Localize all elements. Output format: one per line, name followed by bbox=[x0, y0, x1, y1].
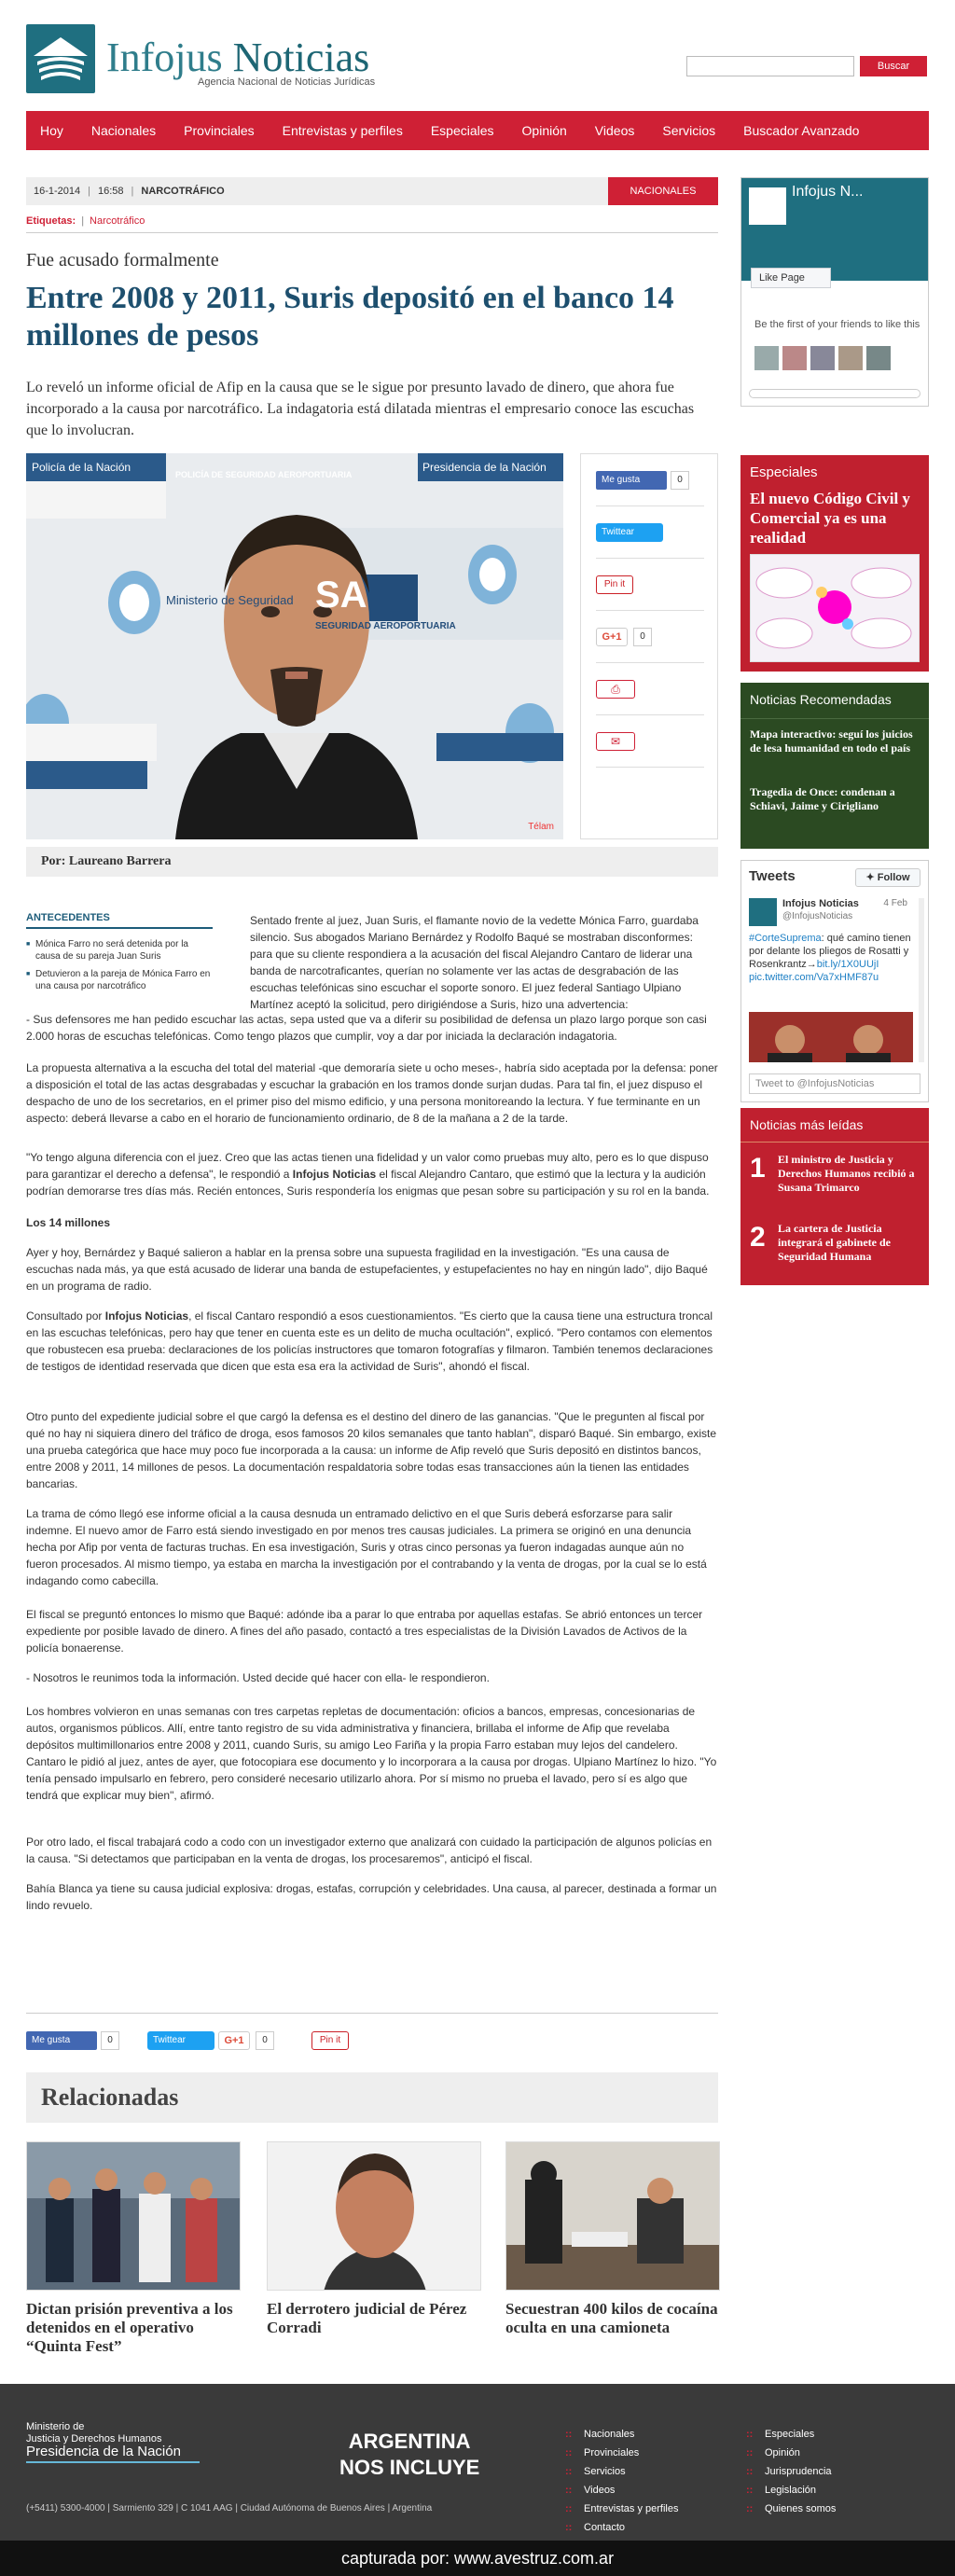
footer-link[interactable]: :: Nacionales bbox=[565, 2425, 678, 2444]
friend-avatar bbox=[866, 346, 891, 370]
article-author: Por: Laureano Barrera bbox=[26, 847, 718, 877]
friend-avatar bbox=[810, 346, 835, 370]
footer-link[interactable]: :: Especiales bbox=[746, 2425, 836, 2444]
facebook-like-label: Me gusta bbox=[602, 475, 641, 485]
nav-item-especiales[interactable]: Especiales bbox=[430, 123, 494, 138]
share-column bbox=[580, 453, 718, 839]
recommended-label: Noticias Recomendadas bbox=[750, 692, 892, 707]
facebook-like-label: Me gusta bbox=[32, 2035, 71, 2045]
pinterest-button[interactable]: Pin it bbox=[596, 575, 633, 594]
search-button[interactable]: Buscar bbox=[860, 56, 927, 76]
article-paragraph: Por otro lado, el fiscal trabajará codo a codo con un investigador externo que analizará con cuidado la participación de algunos policías en la causa. "Si detectamos que participaban en la venta de drogas, los procesaremos", anticipó el fiscal. bbox=[26, 1835, 713, 1865]
facebook-like-count: 0 bbox=[101, 2031, 119, 2050]
divider bbox=[26, 232, 718, 233]
footer-link[interactable]: :: Contacto bbox=[565, 2518, 678, 2537]
article-headline: Entre 2008 y 2011, Suris depositó en el banco 14 millones de pesos bbox=[26, 281, 674, 353]
footer-slogan: ARGENTINA NOS INCLUYE bbox=[339, 2430, 480, 2479]
related-image[interactable] bbox=[26, 2141, 241, 2291]
facebook-page-cover[interactable] bbox=[741, 178, 928, 281]
meta-separator: | bbox=[131, 186, 134, 197]
nav-item-entrevistas[interactable]: Entrevistas y perfiles bbox=[282, 123, 403, 138]
twitter-widget bbox=[740, 860, 929, 1102]
capture-watermark: capturada por: www.avestruz.com.ar bbox=[0, 2541, 955, 2576]
footer-link[interactable]: :: Legislación bbox=[746, 2481, 836, 2500]
tweets-scrollbar[interactable] bbox=[919, 898, 924, 1062]
tweet-avatar[interactable] bbox=[749, 898, 777, 926]
google-plus-button[interactable]: G+1 bbox=[218, 2031, 250, 2050]
related-image[interactable] bbox=[267, 2141, 481, 2291]
article-lead: Lo reveló un informe oficial de Afip en la causa que se le sigue por presunto lavado de dinero, que ahora fue incorporado a la causa por narcotráfico. La indagatoria está dilatada mientras el empresario conoce las escuchas que lo involucran. bbox=[26, 380, 695, 438]
related-section-title: Relacionadas bbox=[26, 2072, 718, 2123]
article-paragraph: - Sus defensores me han pedido escuchar las actas, sepa usted que va a diferir su posibilidad de defensa un plazo largo porque son casi 2.000 horas de escuchas telefónicas. Como tengo plazos que cumplir, voy a dar por iniciada la declaración indagatoria. bbox=[26, 1013, 707, 1043]
nav-item-servicios[interactable]: Servicios bbox=[662, 123, 716, 138]
footer-link[interactable]: :: Jurisprudencia bbox=[746, 2462, 836, 2481]
background-link[interactable]: ■ Detuvieron a la pareja de Mónica Farro en una causa por narcotráfico bbox=[26, 968, 213, 992]
footer-links-col-1 bbox=[565, 2425, 678, 2537]
tweet-hashtag-link[interactable]: #CorteSuprema bbox=[749, 933, 822, 944]
main-nav bbox=[26, 111, 929, 150]
article-paragraph: La propuesta alternativa a la escucha del total del material -que demoraría siete u ocho meses-, habría sido aceptada por la defensa: poner a disposición el total de las actas desgrabadas y escuchar la grabación en los tramos donde surjan dudas. Para tal fin, el juez dispuso el despacho de uno de los secretarios, en el primer piso del mismo edificio, y una persona monitoreando la lectura. Y fue terminante en un aspecto: deberá llevarse a cabo en el horario de funcionamiento ordinario, de 8 de la mañana a 2 de la tarde. bbox=[26, 1061, 718, 1125]
twitter-follow-button[interactable]: ✦ Follow bbox=[855, 868, 920, 887]
site-header bbox=[26, 21, 929, 93]
most-read-link[interactable]: La cartera de Justicia integrará el gabinete de Seguridad Humana bbox=[778, 1222, 891, 1263]
facebook-like-count: 0 bbox=[671, 471, 689, 490]
tweet-pic-link[interactable]: pic.twitter.com/Va7xHMF87u bbox=[749, 972, 879, 983]
facebook-like-button[interactable] bbox=[26, 2031, 97, 2050]
article-kicker: Fue acusado formalmente bbox=[26, 250, 219, 270]
tags-label: Etiquetas: bbox=[26, 215, 76, 227]
photo-sign-text: SEGURIDAD AEROPORTUARIA bbox=[315, 621, 456, 631]
tag-link[interactable]: Narcotráfico bbox=[90, 215, 145, 227]
site-tagline: Agencia Nacional de Noticias Jurídicas bbox=[198, 76, 376, 88]
recommended-link[interactable]: Tragedia de Once: condenan a Schiavi, Jaime y Cirigliano bbox=[750, 785, 895, 812]
site-footer bbox=[0, 2384, 955, 2541]
divider bbox=[740, 1142, 929, 1143]
google-plus-count: 0 bbox=[633, 628, 652, 646]
facebook-like-button[interactable] bbox=[596, 471, 667, 490]
related-image[interactable] bbox=[505, 2141, 720, 2291]
article-subhead: Los 14 millones bbox=[26, 1216, 111, 1229]
share-row-pinterest bbox=[596, 559, 704, 611]
facebook-page-widget bbox=[740, 177, 929, 407]
twitter-bird-icon: ✦ bbox=[865, 872, 878, 883]
article-topic: NARCOTRÁFICO bbox=[141, 186, 225, 197]
article-paragraph: "Yo tengo alguna diferencia con el juez. Creo que las actas tienen una fidelidad y un valor como pruebas muy alto, pero es lo que dispuso para garantizar el derecho a defensa", le respondió a Infojus Noticias el fiscal Alejandro Cantaro, que estimó que la lectura y la audición podrían demorarse tres días más. Recién entonces, Suris respondería los enigmas que pesan sobre su participación y su rol en la banda. bbox=[26, 1151, 710, 1198]
photo-sign-text: SA bbox=[315, 575, 367, 616]
divider bbox=[26, 2013, 718, 2014]
recommended-link[interactable]: Mapa interactivo: seguí los juicios de lesa humanidad en todo el país bbox=[750, 727, 913, 755]
facebook-like-page-button[interactable]: Like Page bbox=[751, 268, 831, 288]
google-plus-count: 0 bbox=[256, 2031, 274, 2050]
most-read-rank: 2 bbox=[750, 1222, 766, 1253]
article-paragraph: Otro punto del expediente judicial sobre el que cargó la defensa es el destino del dinero de las ganancias. "Que le pregunten al fiscal por qué no hay ni siquiera dinero del tráfico de droga, esos famosos 20 kilos semanales que tanto hablan", disparó Baqué. Sin embargo, existe una prueba categórica que hace muy poco fue incorporada a la causa: un informe de Afip reveló que Suris depositó en distintos bancos, entre 2008 y 2011, 14 millones de pesos. La documentación respaldatoria sobre todas esas transacciones aún la tienen las entidades bancarias. bbox=[26, 1410, 717, 1490]
nav-item-opinion[interactable]: Opinión bbox=[521, 123, 567, 138]
section-badge[interactable]: NACIONALES bbox=[608, 177, 718, 205]
most-read-label: Noticias más leídas bbox=[750, 1117, 864, 1132]
footer-link[interactable]: :: Servicios bbox=[565, 2462, 678, 2481]
related-title[interactable]: Dictan prisión preventiva a los detenidos en el operativo “Quinta Fest” bbox=[26, 2300, 233, 2355]
footer-link[interactable]: :: Quienes somos bbox=[746, 2500, 836, 2518]
meta-separator: | bbox=[88, 186, 91, 197]
especiales-box[interactable] bbox=[740, 455, 929, 672]
especiales-label: Especiales bbox=[750, 464, 818, 480]
recommended-news-box bbox=[740, 683, 929, 849]
article-date: 16-1-2014 bbox=[34, 186, 81, 197]
tweet-date[interactable]: 4 Feb bbox=[883, 898, 907, 908]
background-link[interactable]: ■ Mónica Farro no será detenida por la causa de su pareja Juan Suris bbox=[26, 938, 213, 963]
nav-item-hoy[interactable]: Hoy bbox=[40, 123, 63, 138]
share-row-twitter bbox=[596, 506, 704, 559]
article-paragraph: La trama de cómo llegó ese informe oficial a la causa desnuda un entramado delictivo en el que Suris deberá esforzarse para salir indemne. El nuevo amor de Farro está siendo investigado en por menos tres causas judiciales. La primera se originó en una denuncia hecha por Afip por venta de facturas truchas. En esa investigación, Suris y otras cinco personas ya fueron indagadas aunque aún no fueron procesados. Al mismo tiempo, ya estaba en marcha la investigación por el contrabando y la venta de drogas, por la cual se lo está indagando como cabecilla. bbox=[26, 1507, 707, 1587]
site-logo-text[interactable]: Infojus Noticias bbox=[106, 35, 370, 80]
pinterest-button[interactable]: Pin it bbox=[311, 2031, 349, 2050]
article-time: 16:58 bbox=[98, 186, 124, 197]
photo-sign-text: Policía de la Nación bbox=[32, 461, 131, 474]
facebook-page-avatar[interactable] bbox=[749, 187, 786, 225]
article-paragraph: Consultado por Infojus Noticias, el fiscal Cantaro respondió a esos cuestionamientos. "Es cierto que la causa tiene una estructura troncal en las escuchas telefónicas, pero hay que tener en cuenta este es un delito de mucha ocultación", explicó. "Pero contamos con elementos que robustecen esa prueba: declaraciones de los policías instructores que tomaron fotografías y filmaron. También tenemos declaraciones de testigos de identidad reservada que dicen que esta esa era la actividad de Suris", ahondó el fiscal. bbox=[26, 1309, 713, 1373]
article-paragraph: Ayer y hoy, Bernárdez y Baqué salieron a hablar en la prensa sobre una supuesta fragilidad en la investigación. "Es una causa de escuchas nada más, ya que está acusado de liderar una banda de estupefacientes, y estupefacientes no hay en ningún lado", dijo Baqué en un programa de radio. bbox=[26, 1246, 708, 1293]
infojus-mention: Infojus Noticias bbox=[292, 1168, 377, 1181]
photo-sign-text: Ministerio de Seguridad bbox=[166, 593, 294, 607]
scrollbar[interactable] bbox=[749, 389, 920, 398]
footer-link[interactable]: :: Provinciales bbox=[565, 2444, 678, 2462]
article-paragraph: Bahía Blanca ya tiene su causa judicial explosiva: drogas, estafas, corrupción y celebridades. Una causa, al parecer, destinada a formar un lindo revuelo. bbox=[26, 1882, 717, 1912]
tweet-link[interactable]: bit.ly/1X0UUjI bbox=[816, 959, 879, 970]
nav-item-provinciales[interactable]: Provinciales bbox=[184, 123, 255, 138]
tweet-image[interactable] bbox=[749, 1012, 913, 1062]
nav-item-videos[interactable]: Videos bbox=[594, 123, 635, 138]
especiales-image[interactable] bbox=[750, 554, 920, 662]
footer-link[interactable]: :: Entrevistas y perfiles bbox=[565, 2500, 678, 2518]
related-title[interactable]: Secuestran 400 kilos de cocaína oculta en una camioneta bbox=[505, 2300, 718, 2336]
share-row-facebook bbox=[596, 454, 704, 506]
divider bbox=[740, 718, 929, 719]
google-plus-button[interactable]: G+1 bbox=[596, 628, 628, 646]
tweet-author-name[interactable]: Infojus Noticias bbox=[782, 898, 859, 909]
article-tags bbox=[26, 215, 145, 227]
background-title: ANTECEDENTES bbox=[26, 912, 213, 929]
tweets-title: Tweets bbox=[749, 868, 796, 884]
email-icon[interactable]: ✉ bbox=[596, 732, 635, 751]
tags-separator: | bbox=[81, 215, 85, 227]
footer-link[interactable]: :: Opinión bbox=[746, 2444, 836, 2462]
related-background-box bbox=[26, 912, 213, 998]
article-photo bbox=[26, 453, 563, 839]
related-item[interactable] bbox=[505, 2141, 720, 2337]
friend-avatar bbox=[754, 346, 779, 370]
related-item[interactable] bbox=[267, 2141, 481, 2337]
photo-sign-text: Presidencia de la Nación bbox=[422, 461, 547, 474]
share-row-print bbox=[596, 663, 704, 715]
print-icon[interactable]: ⎙ bbox=[596, 680, 635, 699]
ministry-logo[interactable]: Ministerio de Justicia y Derechos Humanos Presidencia de la Nación bbox=[26, 2421, 200, 2463]
tweet-text: #CorteSuprema: qué camino tienen por delante los pliegos de Rosatti y Rosenkrantz→bit.ly/1X0UUjI pic.twitter.com/Va7xHMF87u bbox=[749, 933, 911, 983]
share-row-email bbox=[596, 715, 704, 768]
infojus-logo-icon[interactable] bbox=[26, 24, 95, 93]
nav-item-nacionales[interactable]: Nacionales bbox=[90, 123, 157, 138]
footer-contact: (+5411) 5300-4000 | Sarmiento 329 | C 1041 AAG | Ciudad Autónoma de Buenos Aires | Argentina bbox=[26, 2503, 433, 2514]
footer-link[interactable]: :: Videos bbox=[565, 2481, 678, 2500]
search-input[interactable] bbox=[686, 56, 854, 76]
nav-item-buscador[interactable]: Buscador Avanzado bbox=[743, 123, 860, 138]
friend-avatar bbox=[838, 346, 863, 370]
most-read-box bbox=[740, 1108, 929, 1285]
friend-avatar bbox=[782, 346, 807, 370]
twitter-share-button[interactable]: Twittear bbox=[596, 523, 663, 542]
facebook-page-name[interactable]: Infojus N... bbox=[792, 184, 864, 200]
photo-sign-text: POLICÍA DE SEGURIDAD AEROPORTUARIA bbox=[175, 470, 353, 479]
article-paragraph: - Nosotros le reunimos toda la información. Usted decide qué hacer con ella- le respondieron. bbox=[26, 1671, 490, 1684]
article-paragraph: Sentado frente al juez, Juan Suris, el flamante novio de la vedette Mónica Farro, guardaba silencio. Sus abogados Mariano Bernárdez y Rodolfo Baqué se mostraban disconformes: para que su cliente respondiera a la acusación del fiscal Alejandro Cantaro de liderar una banda de narcotraficantes, querían no solamente ver las actas de desgrabación de las escuchas telefónicas sino escuchar el soporte sonoro. El juez federal Santiago Ulpiano Martínez aceptó la solicitud, pero dirigiéndose a Suris, hizo una advertencia: bbox=[250, 914, 699, 1011]
article-paragraph: El fiscal se preguntó entonces lo mismo que Baqué: adónde iba a parar lo que entraba por aquellas estafas. Se abrió entonces un tercer expediente por posible lavado de dinero. A fines del año pasado, contactó a tres especialistas de la División Lavados de Activos de la policía bonaerense. bbox=[26, 1608, 703, 1655]
article-paragraph: Los hombres volvieron en unas semanas con tres carpetas repletas de documentación: oficios a bancos, empresas, concesionarias de autos, organismos públicos. Allí, entre tanto registro de su vida administrativa y financiera, brillaba el informe de Afip que revelaba depósitos multimillonarios entre 2008 y 2011, cuando Suris, su amigo Leo Fariña y la propia Farro estaban muy lejos del candelero. Cantaro le pidió al juez, antes de ayer, que fotocopiara ese documento y lo incorporara a la causa por drogas. Ulpiano Martínez lo hizo. "Yo tenía pensado impulsarlo en febrero, pero consideré necesario utilizarlo ahora. Por sí mismo no prueba el lavado, pero sí es algo que tendrá que explicar muy bien", afirmó. bbox=[26, 1705, 717, 1802]
especiales-title[interactable]: El nuevo Código Civil y Comercial ya es una realidad bbox=[750, 490, 910, 547]
related-item[interactable] bbox=[26, 2141, 241, 2356]
tweet-author-handle[interactable]: @InfojusNoticias bbox=[782, 911, 853, 921]
footer-links-col-2 bbox=[746, 2425, 836, 2518]
twitter-share-button[interactable]: Twittear bbox=[147, 2031, 215, 2050]
bottom-share-bar bbox=[26, 2029, 718, 2052]
related-title[interactable]: El derrotero judicial de Pérez Corradi bbox=[267, 2300, 467, 2336]
most-read-rank: 1 bbox=[750, 1153, 766, 1184]
facebook-friends-text: Be the first of your friends to like this bbox=[754, 319, 920, 330]
tweet-to-input[interactable]: Tweet to @InfojusNoticias bbox=[749, 1073, 920, 1094]
infojus-mention: Infojus Noticias bbox=[104, 1309, 189, 1323]
share-row-googleplus bbox=[596, 611, 704, 663]
most-read-link[interactable]: El ministro de Justicia y Derechos Humanos recibió a Susana Trimarco bbox=[778, 1153, 915, 1194]
photo-credit: Télam bbox=[528, 822, 554, 832]
